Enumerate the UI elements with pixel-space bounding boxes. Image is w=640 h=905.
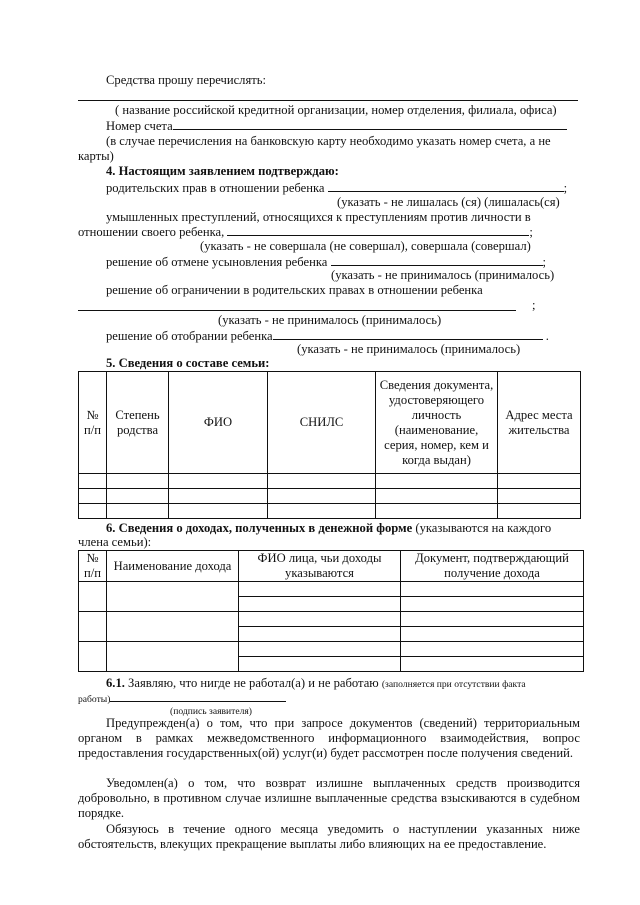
removal-row: решение об отобрании ребенка .: [106, 329, 549, 343]
family-col-number: № п/п: [79, 372, 107, 474]
family-heading: 5. Сведения о составе семьи:: [106, 356, 270, 370]
restriction-label: решение об ограничении в родительских правах в отношении ребенка: [106, 283, 483, 297]
refund-paragraph: Уведомлен(а) о том, что возврат излишне выплаченных средств производится добровольно, в противном случае излишне выплаченные средства взыскиваются в судебном порядке.: [78, 776, 580, 820]
family-table: [78, 371, 581, 519]
income-heading-line2: члена семьи):: [78, 535, 152, 549]
adoption-hint: (указать - не принималось (принималось): [331, 268, 555, 282]
adoption-label: решение об отмене усыновления ребенка: [106, 255, 328, 269]
income-heading: [106, 521, 551, 536]
restriction-field[interactable]: [78, 310, 516, 311]
income-col-type: Наименование дохода: [107, 551, 239, 582]
crimes-hint: (указать - не совершала (не совершал), совершала (совершал): [200, 239, 531, 253]
crimes-row: отношении своего ребенка, ;: [78, 225, 533, 239]
income-col-person: ФИО лица, чьи доходы указываются: [239, 551, 401, 582]
account-row: [106, 118, 567, 134]
payment-intro: Средства прошу перечислять:: [106, 73, 267, 87]
family-col-snils: СНИЛС: [268, 372, 376, 474]
family-header-row: [79, 372, 581, 474]
restriction-semicolon: ;: [532, 298, 536, 312]
declaration-note-line2: работы): [78, 694, 111, 705]
income-row: [79, 612, 584, 627]
bank-hint: ( название российской кредитной организации, номер отделения, филиала, офиса): [115, 103, 557, 117]
crimes-field[interactable]: [227, 224, 529, 236]
income-col-document: Документ, подтверждающий получение дохода: [401, 551, 584, 582]
declaration-number: 6.1.: [106, 676, 125, 690]
income-row: [79, 642, 584, 657]
signature-field[interactable]: [110, 690, 286, 702]
family-row: [79, 504, 581, 519]
confirm-heading: 4. Настоящим заявлением подтверждаю:: [106, 164, 339, 178]
income-heading-bold: 6. Сведения о доходах, полученных в денежной форме: [106, 521, 413, 535]
declaration-note: (заполняется при отсутствии факта: [381, 679, 526, 690]
crimes-label: отношении своего ребенка,: [78, 225, 225, 239]
card-note-2: карты): [78, 149, 114, 163]
family-col-address: Адрес места жительства: [498, 372, 581, 474]
crimes-line-1: умышленных преступлений, относящихся к преступлениям против личности в: [106, 210, 531, 224]
removal-field[interactable]: [273, 328, 543, 340]
parental-rights-hint: (указать - не лишалась (ся) (лишалась(ся): [337, 195, 560, 209]
parental-rights-label: родительских прав в отношении ребенка: [106, 181, 325, 195]
income-col-number: № п/п: [79, 551, 107, 582]
adoption-row: решение об отмене усыновления ребенка ;: [106, 255, 547, 269]
parental-rights-row: родительских прав в отношении ребенка ;: [106, 181, 568, 195]
family-col-relation: Степень родства: [107, 372, 169, 474]
signature-hint: (подпись заявителя): [170, 706, 253, 717]
family-row: [79, 489, 581, 504]
declaration-text: Заявляю, что нигде не работал(а) и не работаю: [124, 676, 379, 690]
account-label: Номер счета: [106, 119, 173, 133]
income-table: [78, 550, 584, 672]
card-note-1: (в случае перечисления на банковскую карту необходимо указать номер счета, а не: [106, 134, 551, 148]
family-col-document: Сведения документа, удостоверяющего личность (наименование, серия, номер, кем и когда выдан): [376, 372, 498, 474]
adoption-field[interactable]: [331, 254, 543, 266]
income-heading-rest: (указываются на каждого: [415, 521, 552, 535]
family-row: [79, 474, 581, 489]
income-row: [79, 582, 584, 597]
account-number-field[interactable]: [173, 118, 567, 130]
removal-label: решение об отобрании ребенка: [106, 329, 273, 343]
bank-name-line[interactable]: [78, 100, 578, 101]
restriction-hint: (указать - не принималось (принималось): [218, 313, 442, 327]
obligation-paragraph: Обязуюсь в течение одного месяца уведомить о наступлении указанных ниже обстоятельств, влекущих прекращение выплаты либо влияющих на ее предоставление.: [78, 822, 580, 851]
income-header-row: [79, 551, 584, 582]
warning-paragraph: Предупрежден(а) о том, что при запросе документов (сведений) территориальным органом в рамках межведомственного информационного взаимодействия, вопрос предоставления государственных(ой) услуг(и) будет рассмотрен после получения сведений.: [78, 716, 580, 760]
parental-rights-field[interactable]: [328, 180, 564, 192]
family-col-name: ФИО: [169, 372, 268, 474]
removal-hint: (указать - не принималось (принималось): [297, 342, 521, 356]
